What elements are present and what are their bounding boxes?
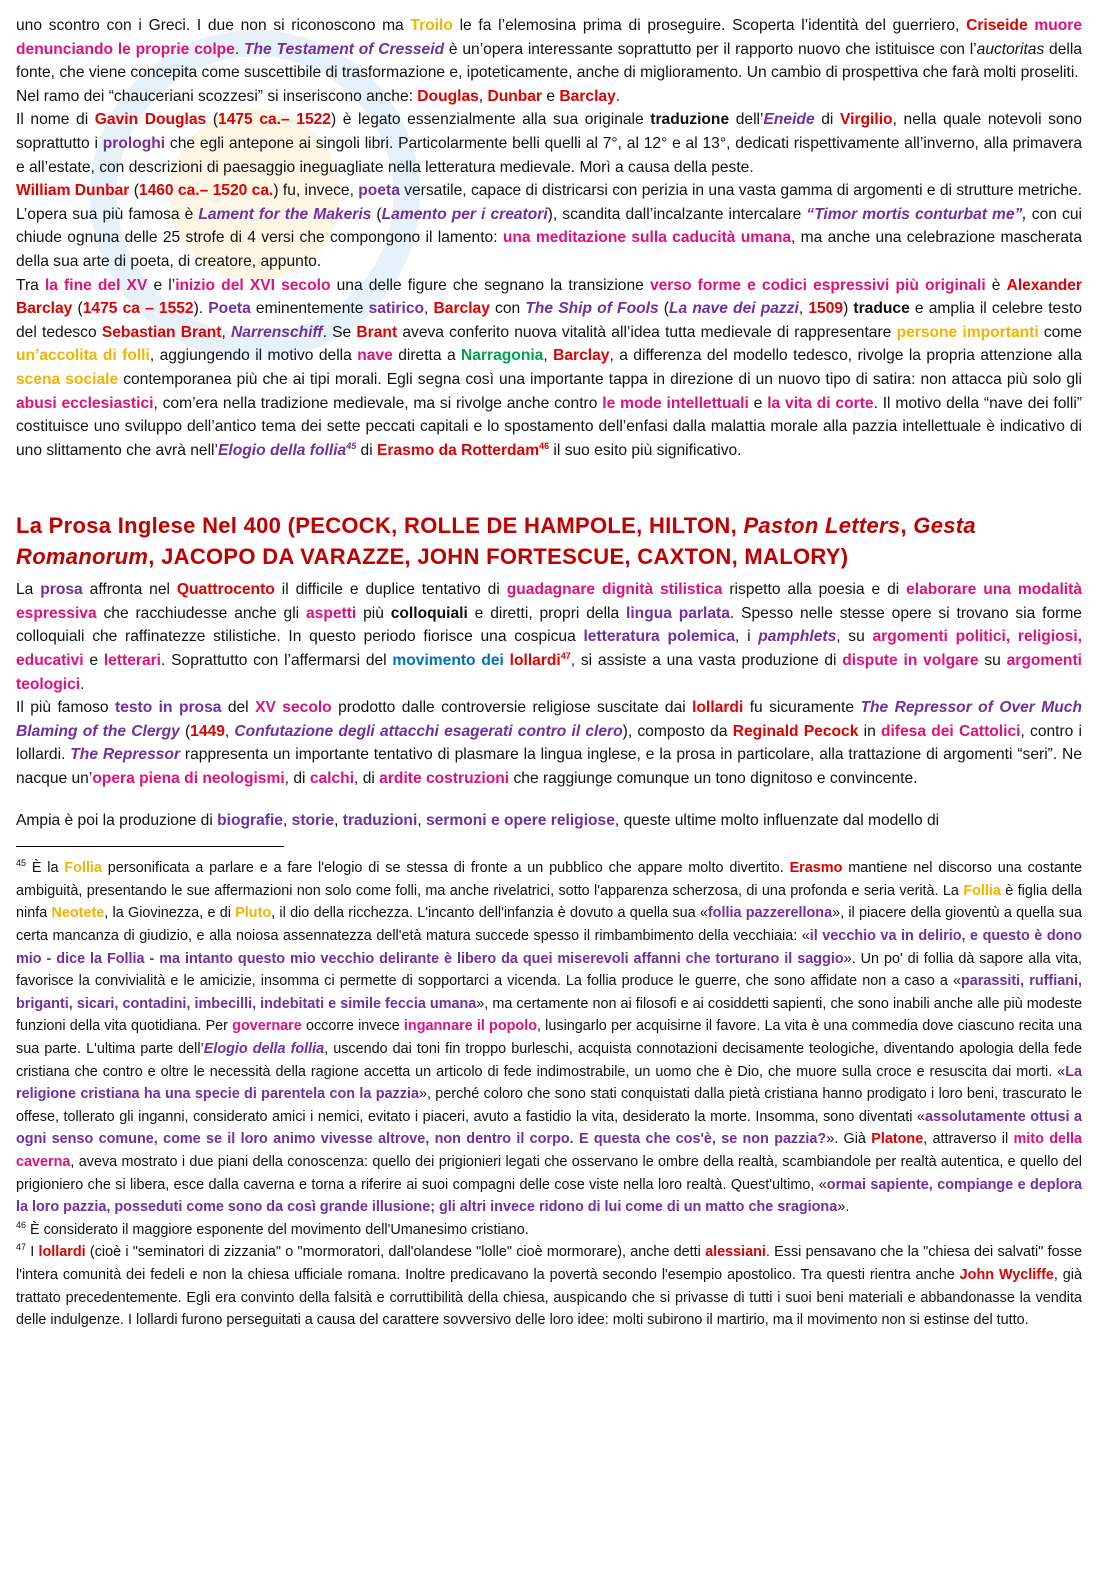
footnote-ref-46[interactable]: 46	[539, 440, 550, 451]
heading-part-1: La Prosa Inglese Nel 400 (PECOCK, ROLLE DE HAMPOLE, HILTON,	[16, 513, 744, 539]
footnote-47: $^{47}$ I lollardi (cioè i "seminatori di zizzania" o "mormoratori, dall'olandese "lolle" cioè mormorare), anche detti alessiani. Essi pensavano che la "chiesa dei salvati" fosse l'intera comunità dei fedeli e non la chiesa ufficiale romana. Inoltre predicavano la povertà secondo l'esempio apostolico. Tra questi rientra anche John Wycliffe, già trattato precedentemente. Egli era convinto della falsità e corruttibilità della chiesa, auspicando che si privasse di tutti i suoi beni materiali e abbandonasse la vendita delle indulgenze. I lollardi furono perseguitati a causa del carattere sovversivo delle loro idee: molti subirono il martirio, ma il movimento non si estinse del tutto.	[16, 1242, 1083, 1329]
footnote-ref-47[interactable]: 47	[560, 650, 571, 661]
footnote-divider	[16, 846, 284, 847]
footnote-45: $^{45}$ È la Follia personificata a parlare e a fare l'elogio di se stessa di fronte a un pubblico che appare molto divertito. Erasmo mantiene nel discorso una costante ambiguità, presentando le sue affermazioni non solo come folli, ma anche rivelatrici, sotto l'apparenza scherzosa, di una profonda e seria verità. La Follia è figlia della ninfa Neotete, la Giovinezza, e di Pluto, il dio della ricchezza. L'incanto dell'infanzia è dovuto a quella sua «follia pazzerellona», il piacere della gioventù a quella sua certa mancanza di giudizio, e alla noiosa assennatezza dell'età matura succede spesso il rimbambimento della vecchiaia: «il vecchio va in delirio, e questo è dono mio - dice la Follia - ma intanto questo mio vecchio delirante è libero da quei miserevoli affanni che torturano il saggio». Un po' di follia dà sapore alla vita, favorisce la convivialità e le amicizie, insomma ci permette di sopportarci a vicenda. La follia produce le guerre, che sono affidate non a caso a «parassiti, ruffiani, briganti, sicari, contadini, imbecilli, indebitati e simile feccia umana», ma certamente non ai filosofi e ai cosiddetti sapienti, che sono inabili anche alle più modeste funzioni della vita quotidiana. Per governare occorre invece ingannare il popolo, lusingarlo per acquisirne il favore. La vita è una commedia dove ciascuno recita una sua parte. L'ultima parte dell’Elogio della follia, uscendo dai toni fin troppo burleschi, acquista connotazioni decisamente teologiche, diventando apologia della fede cristiana che contro e oltre le necessità della ragione accetta un articolo di fede indimostrabile, un uomo che è Dio, che muore sulla croce e resuscita dai morti. «La religione cristiana ha una specie di parentela con la pazzia», perché coloro che sono stati conquistati dalla pietà cristiana hanno prodigato i loro beni, trascurato le offese, tollerato gli inganni, considerato amici i nemici, evitato i piaceri, avuto a fastidio la vita, desiderato la morte. Insomma, sono diventati «assolutamente ottusi a ogni senso comune, come se il loro animo vivesse altrove, non dentro il corpo. E questa che cos'è, se non pazzia?». Già Platone, attraverso il mito della caverna, aveva mostrato i due piani della conoscenza: quello dei prigionieri legati che osservano le ombre della realtà, scambiandole per realtà autentica, e quello del prigioniero che si libera, esce dalla caverna e torna a riferire ai suoi compagni delle cose viste nella loro realtà. Quest'ultimo, «ormai sapiente, compiange e deplora la loro pazzia, posseduti come sono da così grande illusione; gli altri invece ridono di lui come di un matto che sragiona».	[16, 858, 1083, 1216]
paragraph-dunbar: William Dunbar (1460 ca.– 1520 ca.) fu, invece, poeta versatile, capace di districarsi con perizia in una vasta gamma di argomenti e di strutture metriche. L’opera sua più famosa è Lament for the Makeris (Lamento per i creatori), scandita dall’incalzante intercalare “Timor mortis conturbat me”, con cui chiude ognuna delle 25 strofe di 4 versi che compongono il lamento: una meditazione sulla caducità umana, ma anche una celebrazione mascherata della sua arte di poeta, di creatore, appunto.	[16, 182, 1083, 270]
paragraph-prosa: La prosa affronta nel Quattrocento il difficile e duplice tentativo di guadagnare dignità stilistica rispetto alla poesia e di elaborare una modalità espressiva che racchiudesse anche gli aspetti più colloquiali e diretti, propri della lingua parlata. Spesso nelle stesse opere si trovano sia forme colloquiali che raffinatezze stilistiche. In questo periodo fiorisce una cospicua letteratura polemica, i pamphlets, su argomenti politici, religiosi, educativi e letterari. Soprattutto con l’affermarsi del movimento dei lollardi$^{47}$, si assiste a una vasta produzione di dispute in volgare su argomenti teologici.	[16, 581, 1083, 693]
heading-paston-letters: Paston Letters	[743, 513, 901, 539]
footnote-46	[16, 1219, 1082, 1242]
section-heading	[16, 510, 1082, 572]
paragraph-cresseid: uno scontro con i Greci. I due non si riconoscono ma Troilo le fa l’elemosina prima di proseguire. Scoperta l’identità del guerriero, Criseide muore denunciando le proprie colpe. The Testament of Cresseid è un’opera interessante soprattutto per il rapporto nuovo che istituisce con l’auctoritas della fonte, che viene concepita come suscettibile di trasformazione e, ipoteticamente, anche di miglioramento. Un cambio di prospettiva che farà molti proseliti.	[16, 17, 1082, 82]
footnote-number-45: 45	[16, 858, 27, 869]
footnote-46-text: È considerato il maggiore esponente del movimento dell'Umanesimo cristiano.	[30, 1221, 529, 1238]
footnote-ref-45[interactable]: 45	[346, 440, 357, 451]
footnote-number-46: 46	[16, 1219, 27, 1230]
paragraph-douglas: Il nome di Gavin Douglas (1475 ca.– 1522) è legato essenzialmente alla sua originale traduzione dell’Eneide di Virgilio, nella quale notevoli sono soprattutto i prologhi che egli antepone ai singoli libri. Particolarmente belli quelli al 7°, al 12° e al 13°, dedicati rispettivamente all’inverno, alla primavera e all’estate, con descrizioni di paesaggio ineguagliate nella letteratura medievale. Morì a causa della peste.	[16, 111, 1083, 176]
document-page	[16, 14, 1082, 1332]
paragraph-chauceriani: Nel ramo dei “chauceriani scozzesi” si inseriscono anche: Douglas, Dunbar e Barclay.	[16, 87, 621, 105]
heading-part-2: ,	[900, 513, 914, 539]
heading-part-3: , JACOPO DA VARAZZE, JOHN FORTESCUE, CAXTON, MALORY)	[148, 544, 849, 570]
footnote-number-47: 47	[16, 1242, 27, 1253]
heading-gesta-romanorum: Gesta Romanorum	[16, 513, 976, 570]
paragraph-pecock: Il più famoso testo in prosa del XV secolo prodotto dalle controversie religiose suscitate dai lollardi fu sicuramente The Repressor of Over Much Blaming of the Clergy (1449, Confutazione degli attacchi esagerati contro il clero), composto da Reginald Pecock in difesa dei Cattolici, contro i lollardi. The Repressor rappresenta un importante tentativo di plasmare la lingua inglese, e la prosa in particolare, alla trattazione di argomenti “seri”. Ne nacque un’opera piena di neologismi, di calchi, di ardite costruzioni che raggiunge comunque un tono dignitoso e convincente.	[16, 699, 1083, 788]
paragraph-ampia: Ampia è poi la produzione di biografie, storie, traduzioni, sermoni e opere religiose, queste ultime molto influenzate dal modello di	[16, 811, 940, 829]
paragraph-barclay: Tra la fine del XV e l’inizio del XVI secolo una delle figure che segnano la transizione verso forme e codici espressivi più originali è Alexander Barclay (1475 ca – 1552). Poeta eminentemente satirico, Barclay con The Ship of Fools (La nave dei pazzi, 1509) traduce e amplia il celebre testo del tedesco Sebastian Brant, Narrenschiff. Se Brant aveva conferito nuova vitalità all’idea tutta medievale di rappresentare persone importanti come un’accolita di folli, aggiungendo il motivo della nave diretta a Narragonia, Barclay, a differenza del modello tedesco, rivolge la propria attenzione alla scena sociale contemporanea più che ai tipi morali. Egli segna così una importante tappa in direzione di un nuovo tipo di satira: non attacca più solo gli abusi ecclesiastici, com’era nella tradizione medievale, ma si rivolge anche contro le mode intellettuali e la vita di corte. Il motivo della “nave dei folli” costituisce uno sviluppo dell’antico tema dei sette peccati capitali e lo spostamento dell’enfasi dalla malattia morale alla pazzia intellettuale è indicativo di uno slittamento che avrà nell’Elogio della follia$^{45}$ di Erasmo da Rotterdam$^{46}$ il suo esito più significativo.	[16, 276, 1083, 459]
